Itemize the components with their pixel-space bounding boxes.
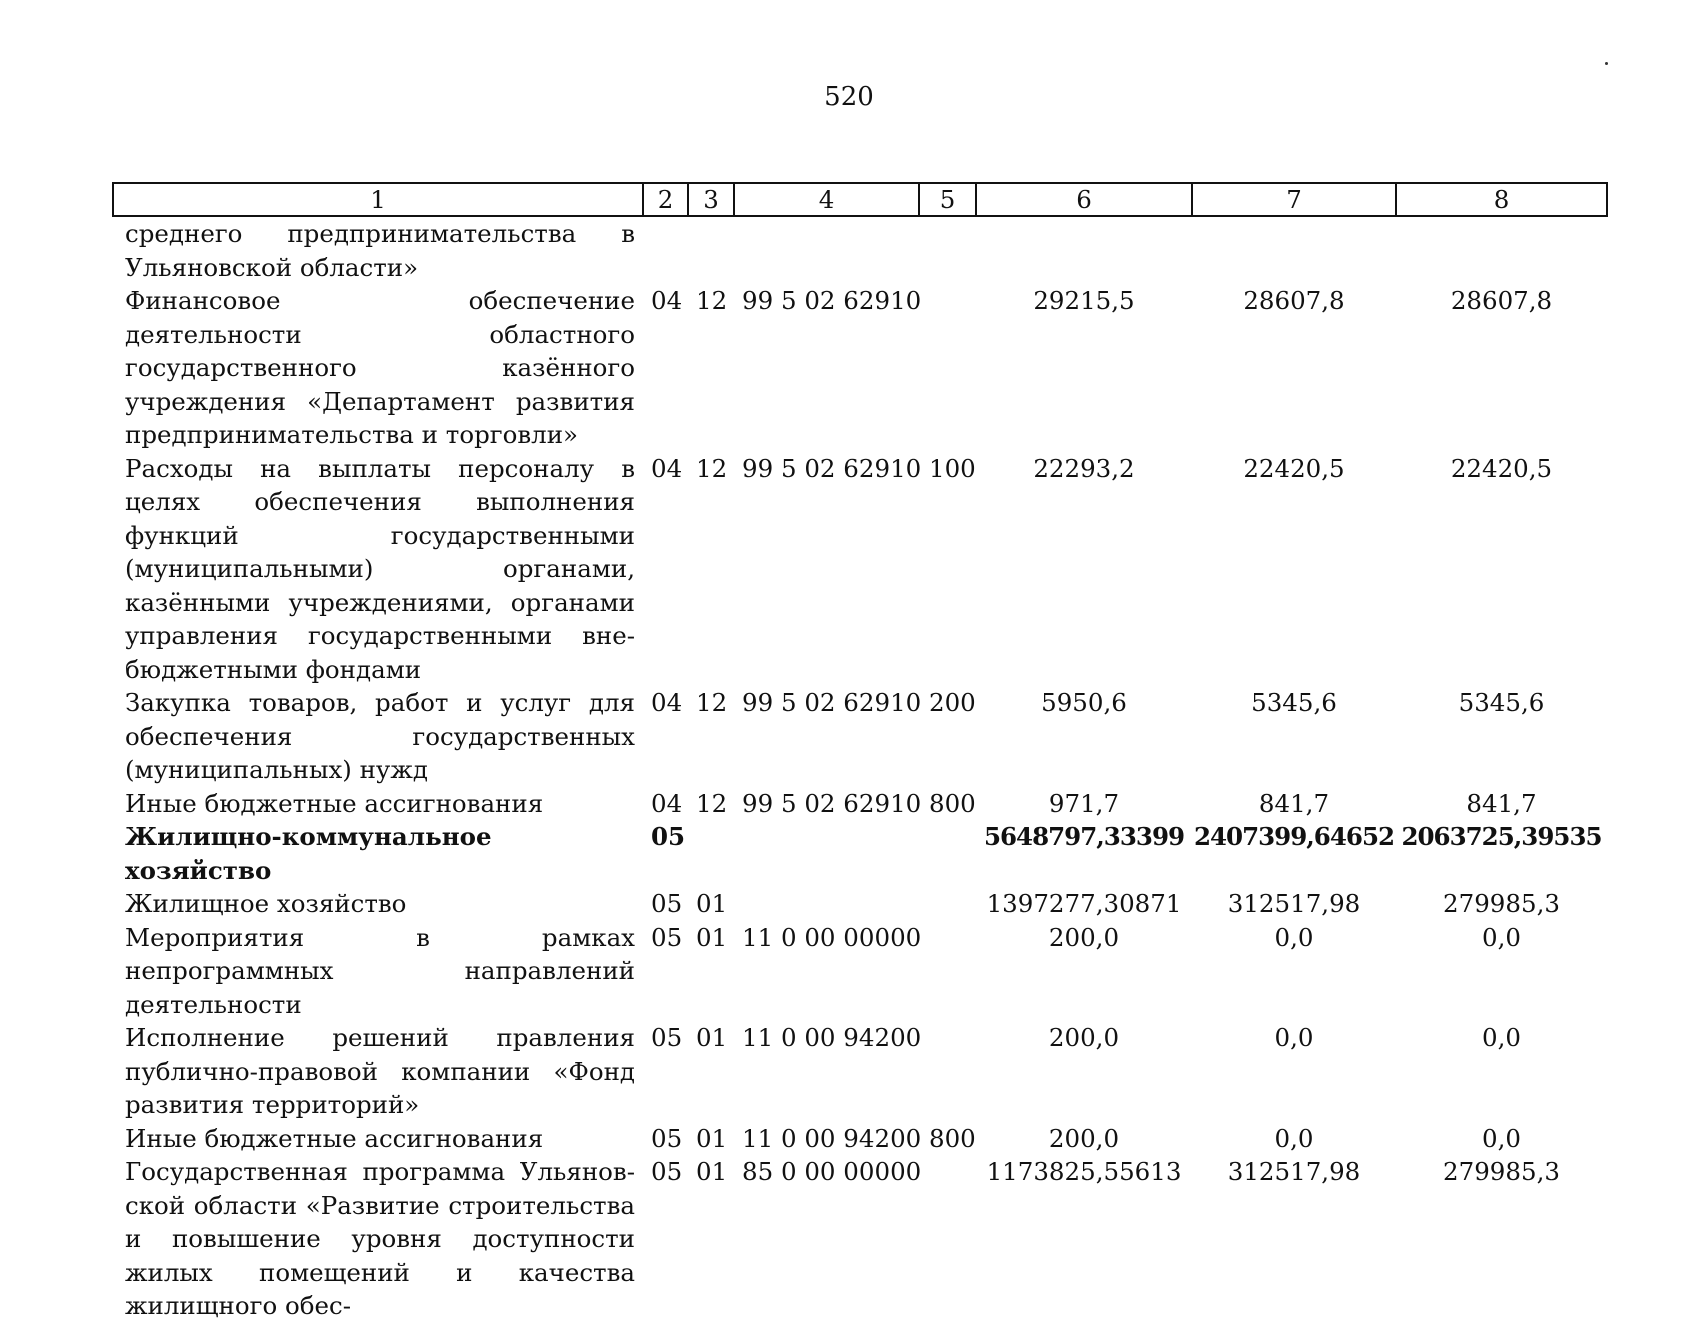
row-amount-col7-cell: 2407399,64652	[1193, 822, 1395, 851]
row-expense-type-cell	[919, 1021, 976, 1122]
row-expense-type-cell	[919, 284, 976, 452]
column-header-3: 3	[688, 183, 734, 216]
row-subsection-code-cell: 12	[696, 688, 728, 717]
row-amount-col8-cell: 2063725,39535	[1401, 822, 1602, 851]
row-amount-col8-cell: 841,7	[1466, 788, 1537, 818]
row-section-code-cell: 05	[651, 822, 686, 851]
column-header-8: 8	[1396, 183, 1607, 216]
row-target-article-cell	[734, 887, 919, 921]
row-name-cell: Закупка товаров, работ и услуг для обеспечения государственных (муниципальных) нужд	[125, 688, 635, 784]
column-header-1: 1	[113, 183, 643, 216]
row-target-article-cell: 99 5 02 62910	[742, 688, 922, 717]
row-section-code-cell: 04	[651, 453, 683, 483]
row-target-article-cell: 11 0 00 94200	[742, 1123, 922, 1153]
column-header-6: 6	[976, 183, 1192, 216]
column-header-5: 5	[919, 183, 976, 216]
row-subsection-code-cell: 01	[696, 1157, 728, 1186]
row-expense-type-cell: 100	[929, 453, 976, 483]
table-row	[113, 887, 1607, 921]
row-amount-col7-cell: 5345,6	[1251, 688, 1337, 717]
row-subsection-code-cell	[688, 216, 734, 284]
row-target-article-cell: 85 0 00 00000	[742, 1157, 922, 1186]
budget-table	[112, 182, 1608, 1323]
row-amount-col8-cell: 22420,5	[1450, 453, 1553, 483]
row-amount-col8-cell: 279985,3	[1443, 889, 1560, 918]
row-expense-type-cell	[919, 921, 976, 1022]
row-amount-col6-cell: 1173825,55613	[986, 1157, 1182, 1186]
table-row	[113, 1122, 1607, 1156]
row-expense-type-cell	[919, 820, 976, 887]
row-name-cell: Государственная программа Ульяновской области «Развитие строительства и повышение уровня доступности жилых помещений и качества жилищного обес-	[125, 1157, 635, 1320]
row-name-cell: Иные бюджетные ассигнования	[125, 788, 544, 818]
row-amount-col8-cell: 0,0	[1482, 1023, 1521, 1052]
row-section-code-cell: 05	[651, 1123, 683, 1153]
row-amount-col6-cell: 200,0	[1048, 922, 1120, 952]
row-amount-col7-cell: 22420,5	[1243, 453, 1345, 483]
row-amount-col6-cell: 200,0	[1048, 1123, 1120, 1153]
row-section-code-cell: 05	[651, 1023, 683, 1052]
column-header-2: 2	[643, 183, 688, 216]
row-amount-col6-cell	[976, 216, 1192, 284]
row-amount-col8-cell: 0,0	[1482, 922, 1521, 952]
row-target-article-cell: 99 5 02 62910	[742, 286, 922, 315]
table-row	[113, 787, 1607, 821]
row-target-article-cell: 11 0 00 94200	[742, 1023, 922, 1052]
row-target-article-cell	[734, 216, 919, 284]
row-name-cell: Расходы на выплаты персоналу в целях обеспечения выполнения функций государственными (муниципальными) органами, казёнными учреждениями, органами управления государственными внебюджетными фондами	[125, 453, 635, 684]
table-header-row	[113, 183, 1607, 216]
row-subsection-code-cell: 01	[696, 1023, 728, 1052]
row-amount-col8-cell: 5345,6	[1458, 688, 1545, 717]
row-amount-col8-cell	[1396, 216, 1607, 284]
row-amount-col7-cell: 312517,98	[1227, 889, 1361, 918]
row-expense-type-cell	[919, 216, 976, 284]
table-body	[113, 216, 1607, 1323]
row-name-cell: Финансовое обеспечение деятельности областного государственного казённого учреждения «Департамент развития предпринимательства и торговли»	[125, 286, 635, 449]
page-number: 520	[824, 82, 874, 112]
row-amount-col7-cell: 0,0	[1274, 922, 1314, 952]
row-amount-col6-cell: 5648797,33399	[983, 822, 1185, 851]
row-amount-col7-cell: 28607,8	[1243, 286, 1345, 315]
row-subsection-code-cell: 12	[696, 286, 728, 315]
column-header-7: 7	[1192, 183, 1396, 216]
table-row	[113, 216, 1607, 284]
table-row	[113, 284, 1607, 452]
row-amount-col7-cell: 841,7	[1258, 788, 1330, 818]
row-name-cell: Жилищно-коммунальное хозяйство	[125, 822, 492, 885]
row-amount-col7-cell: 312517,98	[1227, 1157, 1361, 1186]
row-amount-col8-cell: 279985,3	[1443, 1157, 1560, 1186]
row-subsection-code-cell: 01	[696, 1123, 728, 1153]
row-amount-col7-cell: 0,0	[1274, 1023, 1314, 1052]
row-subsection-code-cell: 12	[696, 453, 728, 483]
row-section-code-cell: 05	[651, 1157, 683, 1186]
row-amount-col7-cell: 0,0	[1274, 1123, 1314, 1153]
row-subsection-code-cell: 12	[696, 788, 728, 818]
row-expense-type-cell	[919, 887, 976, 921]
row-amount-col6-cell: 200,0	[1048, 1023, 1120, 1052]
row-expense-type-cell: 800	[929, 788, 976, 818]
row-name-cell: Иные бюджетные ассигнования	[125, 1123, 544, 1153]
row-amount-col6-cell: 5950,6	[1041, 688, 1127, 717]
row-name-cell: Жилищное хозяйство	[125, 889, 407, 918]
row-amount-col6-cell: 29215,5	[1033, 286, 1135, 315]
row-name-cell: среднего предпринимательства в Ульяновской области»	[125, 219, 635, 282]
table-row	[113, 452, 1607, 687]
row-subsection-code-cell	[688, 820, 734, 887]
row-name-cell: Мероприятия в рамках непрограммных направлений деятельности	[125, 922, 635, 1019]
row-target-article-cell: 11 0 00 00000	[742, 922, 922, 952]
table-row	[113, 686, 1607, 787]
row-expense-type-cell: 800	[929, 1123, 976, 1153]
row-expense-type-cell	[919, 1155, 976, 1323]
row-section-code-cell	[643, 216, 688, 284]
table-row	[113, 1021, 1607, 1122]
row-amount-col8-cell: 0,0	[1482, 1123, 1521, 1153]
row-expense-type-cell: 200	[929, 688, 976, 717]
row-name-cell: Исполнение решений правления публично-правовой компании «Фонд развития территорий»	[125, 1023, 635, 1119]
row-section-code-cell: 04	[651, 788, 683, 818]
row-amount-col6-cell: 971,7	[1048, 788, 1120, 818]
row-amount-col8-cell: 28607,8	[1450, 286, 1553, 315]
row-amount-col6-cell: 1397277,30871	[986, 889, 1182, 918]
row-section-code-cell: 05	[651, 922, 683, 952]
table-row	[113, 921, 1607, 1022]
column-header-4: 4	[734, 183, 919, 216]
table-row	[113, 820, 1607, 887]
row-subsection-code-cell: 01	[696, 889, 728, 918]
row-section-code-cell: 05	[651, 889, 683, 918]
row-section-code-cell: 04	[651, 688, 683, 717]
row-amount-col6-cell: 22293,2	[1033, 453, 1135, 483]
row-target-article-cell: 99 5 02 62910	[742, 788, 922, 818]
row-target-article-cell: 99 5 02 62910	[742, 453, 922, 483]
scan-dot-mark	[1605, 62, 1608, 65]
table-row	[113, 1155, 1607, 1323]
row-subsection-code-cell: 01	[696, 922, 728, 952]
row-amount-col7-cell	[1192, 216, 1396, 284]
row-section-code-cell: 04	[651, 286, 683, 315]
row-target-article-cell	[734, 820, 919, 887]
